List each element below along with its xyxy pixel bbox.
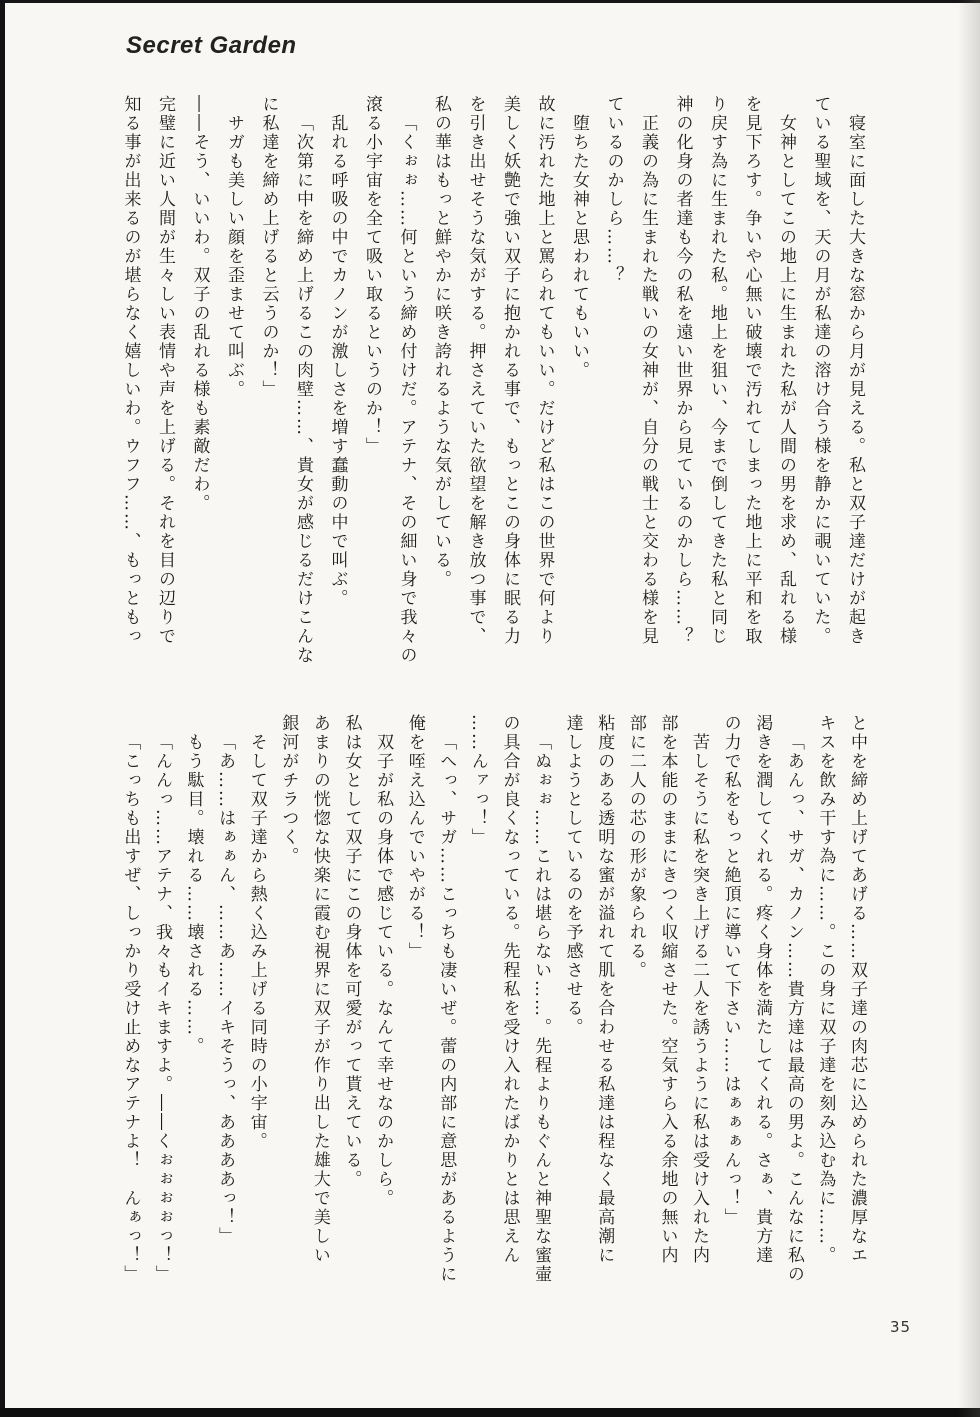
text-column: 「んんっ……アテナ、我々もイキますよ。――くぉぉぉぉっ！」 <box>151 733 172 1284</box>
text-column: 滾る小宇宙を全て吸い取るというのか！」 <box>362 95 382 456</box>
text-column: 渇きを潤してくれる。疼く身体を満たしてくれる。さぁ、貴方達 <box>752 714 773 1265</box>
text-column: 「くぉぉ……何という締め付けだ。アテナ、その細い身で我々の <box>396 114 417 665</box>
text-column: 粘度のある透明な蜜が溢れて肌を合わせる私達は程なく最高潮に <box>594 714 615 1265</box>
page-title: Secret Garden <box>126 32 297 59</box>
scan-edge-left <box>0 0 5 1417</box>
text-column: 「あ……はぁぁん、……あ……イキそうっ、ああああっ！」 <box>215 733 236 1246</box>
scan-edge-right-shadow <box>958 0 980 1417</box>
text-column: 堕ちた女神と思われてもいい。 <box>569 114 589 380</box>
text-column: ――そう、いいわ。双子の乱れる様も素敵だわ。 <box>189 95 210 513</box>
text-column: そして双子達から熱く込み上げる同時の小宇宙。 <box>246 733 267 1151</box>
text-column: を見下ろす。争いや心無い破壊で汚れてしまった地上に平和を取 <box>741 95 762 646</box>
scan-edge-top <box>0 0 980 3</box>
text-column: 知る事が出来るのが堪らなく嬉しいわ。ウフフ……、もっともっ <box>120 95 141 646</box>
text-column: 「こっちも出すぜ、しっかり受け止めなアテナよ！ んぁっ！」 <box>120 733 141 1284</box>
text-column: 「次第に中を締め上げるこの肉壁……、貴女が感じるだけこんな <box>293 114 313 665</box>
text-column: 苦しそうに私を突き上げる二人を誘うように私は受け入れた内 <box>689 733 710 1265</box>
text-column: 寝室に面した大きな窓から月が見える。私と双子達だけが起き <box>845 114 865 646</box>
text-column: 「ぬぉぉ……これは堪らない……。先程よりもぐんと神聖な蜜壷 <box>531 733 552 1284</box>
text-column: 女神としてこの地上に生まれた私が人間の男を求め、乱れる様 <box>776 114 796 646</box>
upper-text-block <box>113 95 872 699</box>
text-column: 部を本能のままにきつく収縮させた。空気すら入る余地の無い内 <box>657 714 678 1265</box>
text-column: サガも美しい顔を歪ませて叫ぶ。 <box>224 114 244 399</box>
text-column: 完璧に近い人間が生々しい表情や声を上げる。それを目の辺りで <box>155 95 175 646</box>
text-column: り戻す為に生まれた私。地上を狙い、今まで倒してきた私と同じ <box>707 95 727 646</box>
text-column: 部に二人の芯の形が象られる。 <box>625 714 646 980</box>
text-column: ている聖域を、天の月が私達の溶け合う様を静かに覗いていた。 <box>810 95 831 646</box>
text-column: を引き出せそうな気がする。押さえていた欲望を解き放つ事で、 <box>465 95 486 646</box>
text-column: 俺を咥え込んでいやがる！」 <box>404 714 425 961</box>
text-column: に私達を締め上げると云うのか！」 <box>258 95 279 399</box>
scan-edge-bottom <box>0 1408 980 1417</box>
text-column: ……んァっ！」 <box>467 714 488 847</box>
text-column: 正義の為に生まれた戦いの女神が、自分の戦士と交わる様を見 <box>638 114 658 646</box>
text-column: 達しようとしているのを予感させる。 <box>562 714 583 1037</box>
lower-text-block <box>114 714 872 1318</box>
text-column: の力で私をもっと絶頂に導いて下さい……はぁぁぁんっ！」 <box>720 714 741 1227</box>
text-column: 私の華はもっと鮮やかに咲き誇れるような気がしている。 <box>431 95 451 589</box>
text-column: 神の化身の者達も今の私を遠い世界から見ているのかしら……？ <box>672 95 693 646</box>
text-column: 美しく妖艶で強い双子に抱かれる事で、もっとこの身体に眠る力 <box>500 95 520 646</box>
text-column: 銀河がチラつく。 <box>278 714 299 866</box>
page-number: 35 <box>890 1318 912 1336</box>
text-column: キスを飲み干す為に……。この身に双子達を刻み込む為に……。 <box>815 714 836 1265</box>
text-column: 双子が私の身体で感じている。なんて幸せなのかしら。 <box>373 733 394 1208</box>
text-column: 私は女として双子にこの身体を可愛がって貰えている。 <box>341 714 362 1189</box>
text-column: 「あんっ、サガ、カノン……貴方達は最高の男よ。こんなに私の <box>783 733 804 1284</box>
text-column: と中を締め上げてあげる……双子達の肉芯に込められた濃厚なエ <box>847 714 867 1265</box>
text-column: あまりの恍惚な快楽に霞む視界に双子が作り出した雄大で美しい <box>309 714 330 1265</box>
text-column: 乱れる呼吸の中でカノンが激しさを増す蠢動の中で叫ぶ。 <box>327 114 348 608</box>
text-column: 「へっ、サガ……こっちも凄いぜ。蕾の内部に意思があるように <box>436 733 457 1284</box>
text-column: もう駄目。壊れる……壊される……。 <box>183 733 204 1056</box>
text-column: 故に汚れた地上と罵られてもいい。だけど私はこの世界で何より <box>534 95 555 646</box>
text-column: の具合が良くなっている。先程私を受け入れたばかりとは思えん <box>499 714 520 1265</box>
text-column: ているのかしら……？ <box>603 95 624 285</box>
